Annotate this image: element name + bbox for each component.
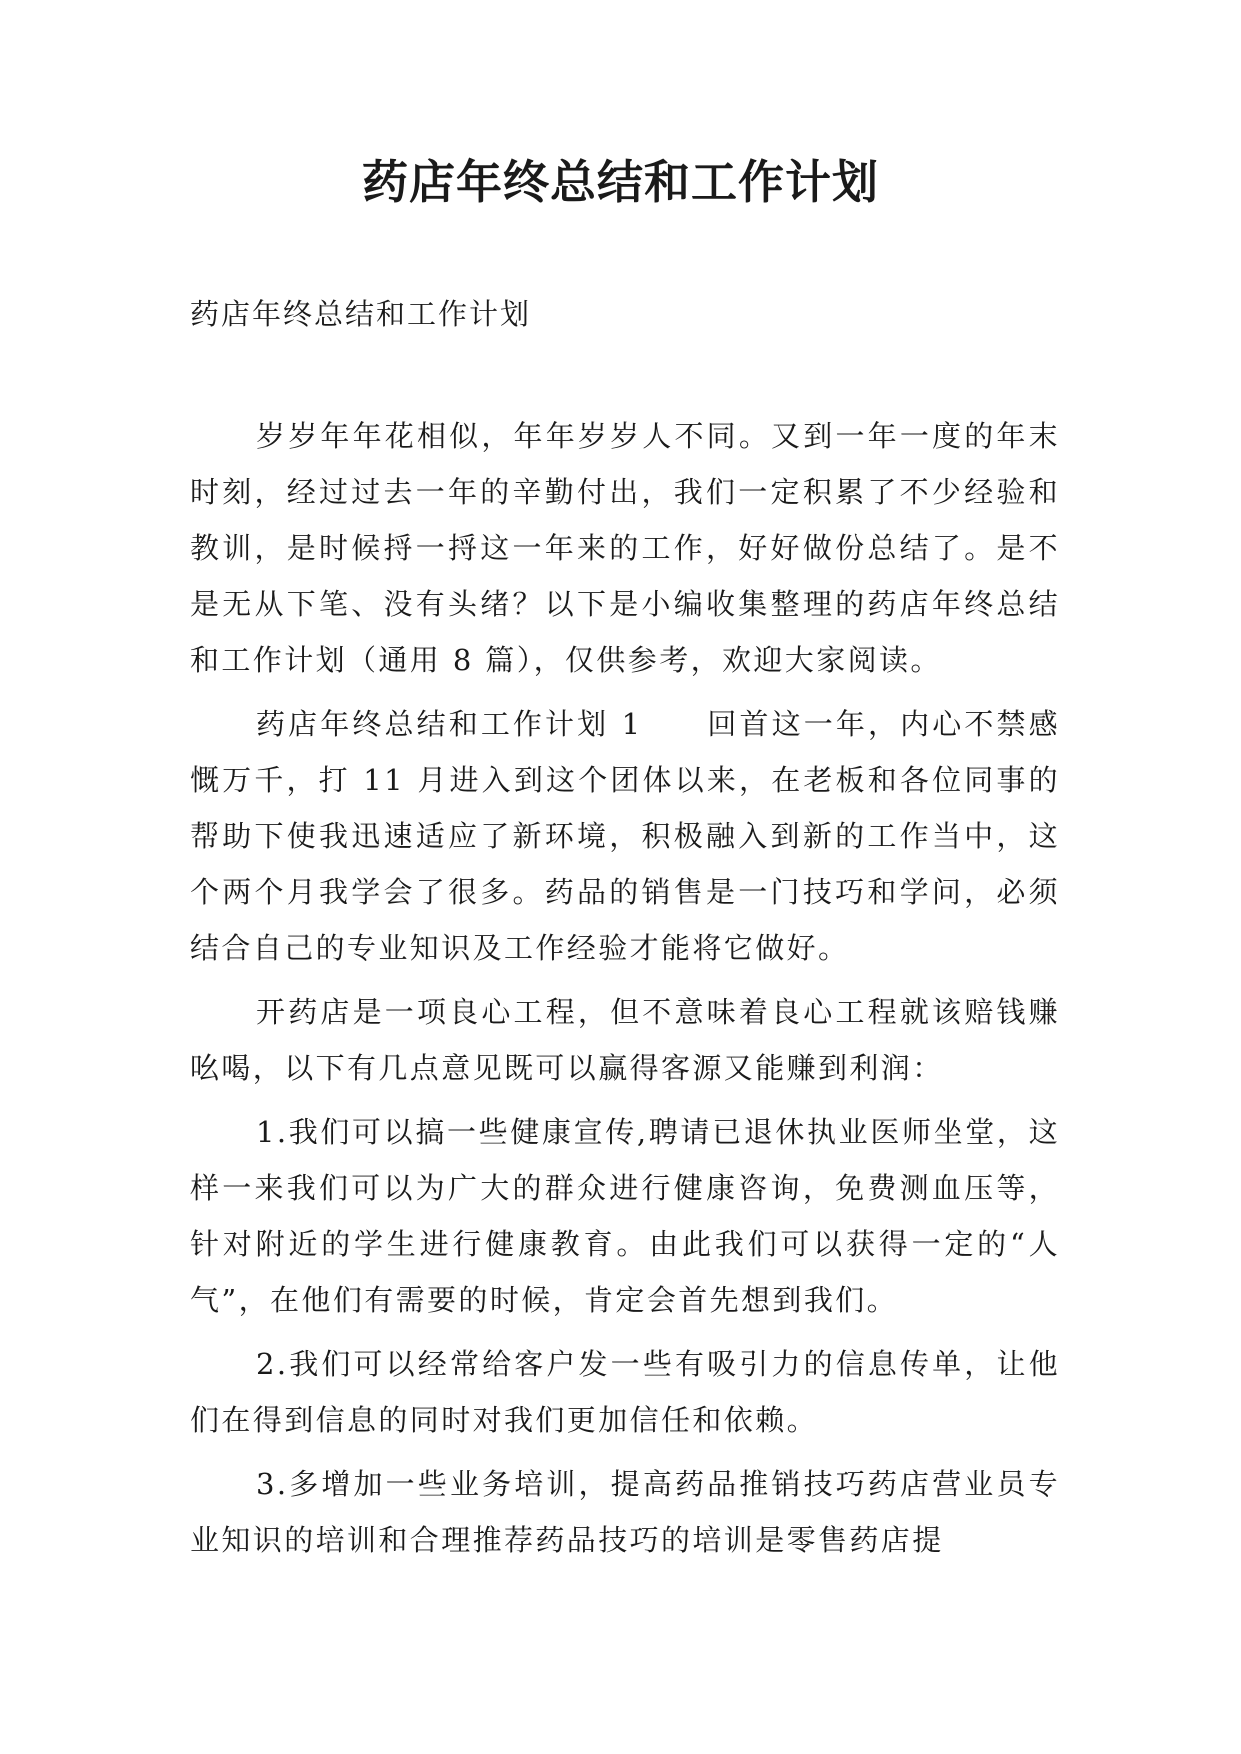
paragraph-summary-1: 药店年终总结和工作计划 1 回首这一年，内心不禁感慨万千，打 11 月进入到这个团体以来，在老板和各位同事的帮助下使我迅速适应了新环境，积极融入到新的工作当中，这个两个月我学会了很多。药品的销售是一门技巧和学问，必须结合自己的专业知识及工作经验才能将它做好。 <box>190 707 1060 965</box>
paragraph-intro: 岁岁年年花相似，年年岁岁人不同。又到一年一度的年末时刻，经过过去一年的辛勤付出，我们一定积累了不少经验和教训，是时候捋一捋这一年来的工作，好好做份总结了。是不是无从下笔、没有头绪？以下是小编收集整理的药店年终总结和工作计划（通用 8 篇），仅供参考，欢迎大家阅读。 <box>190 419 1060 677</box>
document-title: 药店年终总结和工作计划 <box>362 155 879 209</box>
paragraph-point-1: 1.我们可以搞一些健康宣传,聘请已退休执业医师坐堂，这样一来我们可以为广大的群众进行健康咨询，免费测血压等，针对附近的学生进行健康教育。由此我们可以获得一定的“人气”，在他们有需要的时候，肯定会首先想到我们。 <box>190 1115 1060 1317</box>
document-body <box>190 408 1060 1576</box>
paragraph-point-3: 3.多增加一些业务培训，提高药品推销技巧药店营业员专业知识的培训和合理推荐药品技巧的培训是零售药店提 <box>190 1467 1060 1557</box>
paragraph-opening-pharmacy: 开药店是一项良心工程，但不意味着良心工程就该赔钱赚吆喝，以下有几点意见既可以赢得客源又能赚到利润： <box>190 995 1060 1085</box>
document-subtitle: 药店年终总结和工作计划 <box>190 297 532 331</box>
paragraph-point-2: 2.我们可以经常给客户发一些有吸引力的信息传单，让他们在得到信息的同时对我们更加信任和依赖。 <box>190 1347 1060 1437</box>
